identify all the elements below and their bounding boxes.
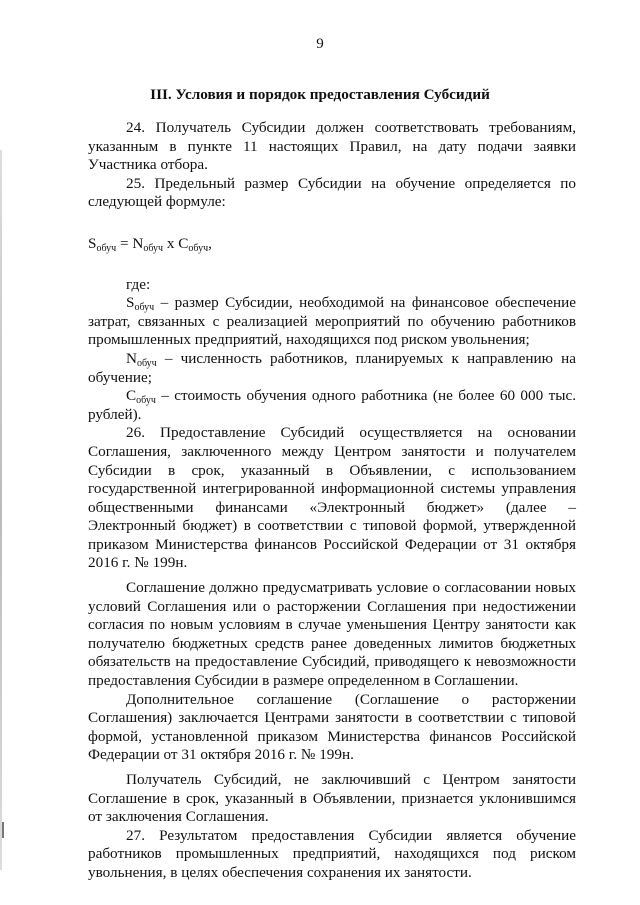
paragraph-24: 24. Получатель Субсидии должен соответствовать требованиям, указанным в пункте 11 настоящих Правил, на дату подачи заявки Участника отбора. xyxy=(88,119,576,174)
scan-edge-shadow xyxy=(0,150,2,870)
scan-mark xyxy=(2,822,4,838)
paragraph-25: 25. Предельный размер Субсидии на обучение определяется по следующей формуле: xyxy=(88,174,576,211)
paragraph-27: 27. Результатом предоставления Субсидии является обучение работников промышленных предприятий, находящихся под риском увольнения, в целях обеспечения сохранения их занятости. xyxy=(88,826,576,881)
document-body xyxy=(88,119,576,883)
definition-c: $C_{обуч}$ – стоимость обучения одного работника (не более 60 000 тыс. рублей). xyxy=(88,387,576,423)
section-heading: III. Условия и порядок предоставления Субсидий xyxy=(150,86,490,103)
page-number: 9 xyxy=(316,36,324,52)
where-label: где: xyxy=(126,275,151,293)
definition-n: $N_{обуч}$ – численность работников, планируемых к направлению на обучение; xyxy=(88,349,576,386)
paragraph-26-evasion: Получатель Субсидий, не заключивший с Центром занятости Соглашение в срок, указанный в Объявлении, признается уклонившимся от заключения Соглашения. xyxy=(88,771,576,826)
paragraph-26-additional-agreement: Дополнительное соглашение (Соглашение о расторжении Соглашения) заключается Центрами занятости в соответствии с типовой формой, установленной приказом Министерства финансов Российской Федерации от 31 октября 2016 г. № 199н. xyxy=(88,690,576,764)
paragraph-26-agreement-terms: Соглашение должно предусматривать условие о согласовании новых условий Соглашения или о расторжении Соглашения при недостижении согласия по новым условиям в случае уменьшения Центру занятости как получателю бюджетных средств ранее доведенных лимитов бюджетных обязательств на предоставление Субсидий, приводящего к невозможности предоставления Субсидии в размере определенном в Соглашении. xyxy=(88,579,576,690)
definition-s: $S_{обуч}$ – размер Субсидии, необходимой на финансовое обеспечение затрат, связанных с реализацией мероприятий по обучению работников промышленных предприятий, находящихся под риском увольнения; xyxy=(88,294,576,349)
formula: $S_{обуч} = N_{обуч}$ x $C_{обуч}$, xyxy=(88,234,212,254)
paragraph-26: 26. Предоставление Субсидий осуществляется на основании Соглашения, заключенного между Центром занятости и получателем Субсидии в срок, указанный в Объявлении, с использованием государственной интегрированной информационной системы управления общественными финансами «Электронный бюджет» (далее – Электронный бюджет) в соответствии с типовой формой, утвержденной приказом Министерства финансов Российской Федерации от 31 октября 2016 г. № 199н. xyxy=(88,424,576,572)
